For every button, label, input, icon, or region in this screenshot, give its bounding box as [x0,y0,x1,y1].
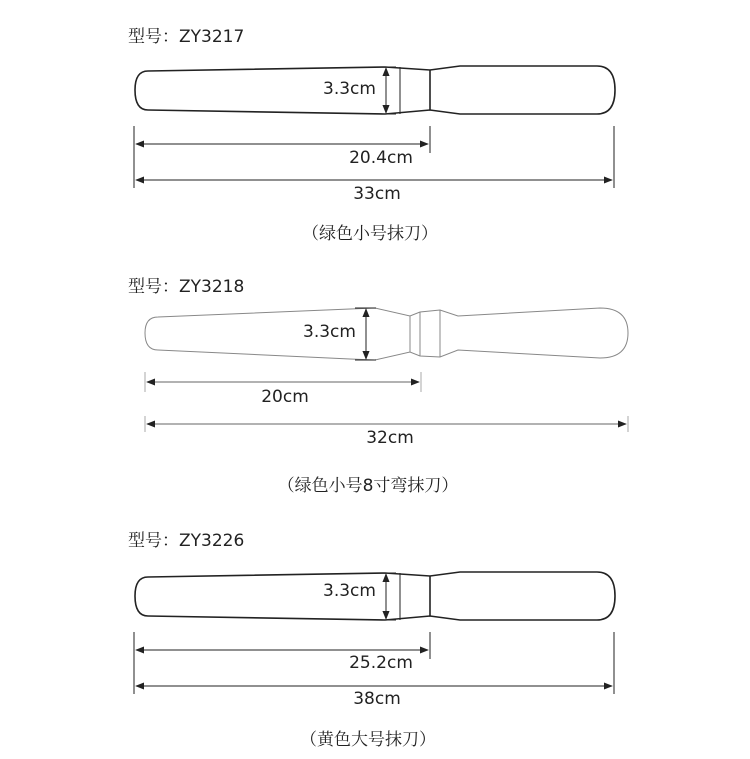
width-label: 3.3cm [323,581,376,601]
width-label: 3.3cm [303,322,356,342]
model-label: 型号：ZY3218 [128,277,245,297]
caption: （黄色大号抹刀） [300,730,436,750]
total-length-label: 32cm [366,428,414,448]
width-label: 3.3cm [323,79,376,99]
total-length-label: 33cm [353,184,401,204]
model-label: 型号：ZY3226 [128,531,245,551]
tool-zy3218-drawing [145,308,628,432]
model-label: 型号：ZY3217 [128,27,245,47]
blade-length-label: 20.4cm [349,148,413,168]
blade-length-label: 20cm [261,387,309,407]
blade-length-label: 25.2cm [349,653,413,673]
caption: （绿色小号8寸弯抹刀） [277,476,459,496]
spatula-outline [145,308,628,360]
total-length-label: 38cm [353,689,401,709]
caption: （绿色小号抹刀） [302,224,438,244]
